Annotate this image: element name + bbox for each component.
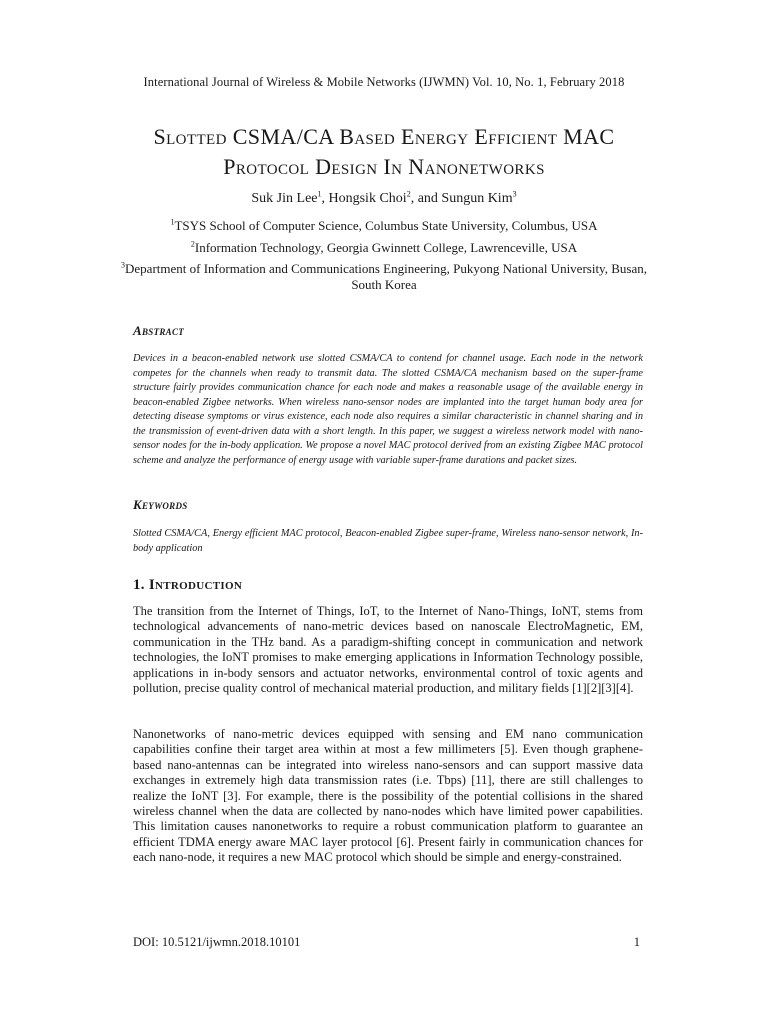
affiliation-text: Department of Information and Communications Engineering, Pukyong National University, Busan, South Korea: [125, 261, 647, 292]
affiliation-sup: 3: [121, 260, 126, 270]
title-line-2: Protocol Design In Nanonetworks: [223, 154, 545, 179]
abstract-text: Devices in a beacon-enabled network use slotted CSMA/CA to contend for channel usage. Each node in the network competes for the channels when ready to transmit data. The slotted CSMA/CA mechanism based on the super-frame structure fairly provides communication chance for each node and makes a reasonable usage of the available energy in beacon-enabled Zigbee networks. When wireless nano-sensor nodes are implanted into the target human body area for detecting disease symptoms or virus existence, each node also requires a similar characteristic in channel sharing and in the transmission of event-driven data with a short length. In this paper, we suggest a wireless network model with nano-sensor nodes for the in-body application. We propose a novel MAC protocol derived from an existing Zigbee MAC protocol scheme and analyze the performance of energy usage with variable super-frame durations and packet sizes.: [133, 353, 643, 466]
author-list: [0, 191, 768, 207]
keywords-text: Slotted CSMA/CA, Energy efficient MAC protocol, Beacon-enabled Zigbee super-frame, Wireless nano-sensor network, In-body application: [133, 528, 643, 554]
author-name: Sungun Kim: [441, 191, 513, 206]
author-sep: , and: [410, 191, 442, 206]
intro-paragraph-2: Nanonetworks of nano-metric devices equipped with sensing and EM nano communication capabilities confine their target area within at most a few millimeters [5]. Even though graphene-based nano-antennas can be integrated into wireless nano-sensors and can support massive data exchanges in extremely high data transmission rates (i.e. Tbps) [11], there are still challenges to realize the IoNT [3]. For example, there is the possibility of the potential collisions in the shared wireless channel when the data are collected by nano-nodes which have limited power capabilities. This limitation causes nanonetworks to require a robust communication platform to guarantee an efficient TDMA energy aware MAC layer protocol [6]. Present fairly in communication chances for each nano-node, it requires a new MAC protocol which should be simple and energy-constrained.: [133, 727, 643, 865]
affiliation-sup: 2: [190, 239, 195, 249]
affiliation-text: TSYS School of Computer Science, Columbus State University, Columbus, USA: [174, 218, 598, 233]
affiliation-text: Information Technology, Georgia Gwinnett College, Lawrenceville, USA: [194, 239, 578, 255]
author-sup: 2: [406, 189, 411, 199]
abstract-heading: Abstract: [133, 323, 185, 338]
author-sup: 3: [512, 189, 517, 199]
affiliation: [120, 261, 648, 292]
author-name: Suk Jin Lee: [251, 191, 318, 206]
paper-title: [60, 122, 708, 182]
doi-footer: DOI: 10.5121/ijwmn.2018.10101: [133, 935, 301, 949]
author-name: Hongsik Choi: [328, 191, 407, 206]
affiliation-sup: 1: [170, 217, 175, 227]
title-line-1: Slotted CSMA/CA Based Energy Efficient MAC: [153, 124, 615, 149]
intro-paragraph-1: The transition from the Internet of Things, IoT, to the Internet of Nano-Things, IoNT, stems from technological advancements of nano-metric devices based on nanoscale ElectroMagnetic, EM, communication in the THz band. As a paradigm-shifting concept in communication and network technologies, the IoNT promises to make emerging applications in Information Technology possible, applications in in-body sensors and actuator networks, environmental control of toxic agents and pollution, precise quality control of mechanical material production, and military fields [1][2][3][4].: [133, 604, 643, 696]
introduction-heading: 1. Introduction: [133, 577, 243, 593]
affiliation: [120, 240, 648, 256]
affiliation-list: [120, 218, 648, 298]
page-number: 1: [633, 935, 640, 949]
journal-header: International Journal of Wireless & Mobile Networks (IJWMN) Vol. 10, No. 1, February 2018: [143, 75, 625, 89]
author-sep: ,: [321, 191, 329, 206]
author-sup: 1: [317, 189, 322, 199]
keywords-heading: Keywords: [133, 497, 188, 512]
affiliation: [120, 218, 648, 234]
